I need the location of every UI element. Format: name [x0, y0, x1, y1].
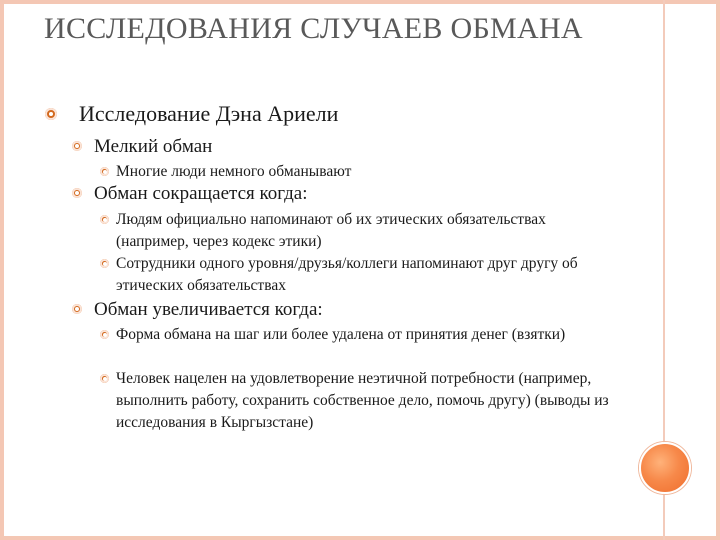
section-heading: Обман увеличивается когда:: [94, 299, 323, 320]
slide-title: ИССЛЕДОВАНИЯ СЛУЧАЕВ ОБМАНА: [44, 12, 583, 45]
gear-bullet-icon: [100, 167, 109, 176]
gear-bullet-icon: [72, 188, 82, 198]
section-heading-row: [72, 182, 642, 205]
list-item-text: Людям официально напоминают об их этических обязательствах (например, через кодекс этики): [116, 211, 546, 250]
bullet-row-level1: [45, 101, 645, 127]
gear-bullet-icon: [72, 141, 82, 151]
list-item: [100, 368, 620, 434]
list-item-text: Человек нацелен на удовлетворение неэтичной потребности (например, выполнить работу, сохранить собственное дело, помочь другу) (выводы из исследования в Кыргызстане): [116, 370, 609, 431]
gear-bullet-icon: [100, 330, 109, 339]
list-item-text: Сотрудники одного уровня/друзья/коллеги напоминают друг другу об этических обязательствах: [116, 255, 578, 294]
section-heading: Мелкий обман: [94, 136, 213, 157]
decor-orange-circle: [639, 442, 691, 494]
level1-text: Исследование Дэна Ариели: [79, 101, 339, 126]
list-item-text: Форма обмана на шаг или более удалена от принятия денег (взятки): [116, 326, 566, 343]
list-item: [100, 161, 620, 183]
section-heading-row: [72, 135, 642, 158]
list-item-text: Многие люди немного обманывают: [116, 163, 352, 180]
gear-bullet-icon: [100, 259, 109, 268]
gear-bullet-icon: [45, 108, 57, 120]
gear-bullet-icon: [100, 374, 109, 383]
section-heading: Обман сокращается когда:: [94, 183, 308, 204]
gear-bullet-icon: [100, 215, 109, 224]
gear-bullet-icon: [72, 304, 82, 314]
list-item: [100, 209, 620, 253]
list-item: [100, 253, 620, 297]
section-heading-row: [72, 298, 642, 321]
list-item: [100, 324, 600, 346]
